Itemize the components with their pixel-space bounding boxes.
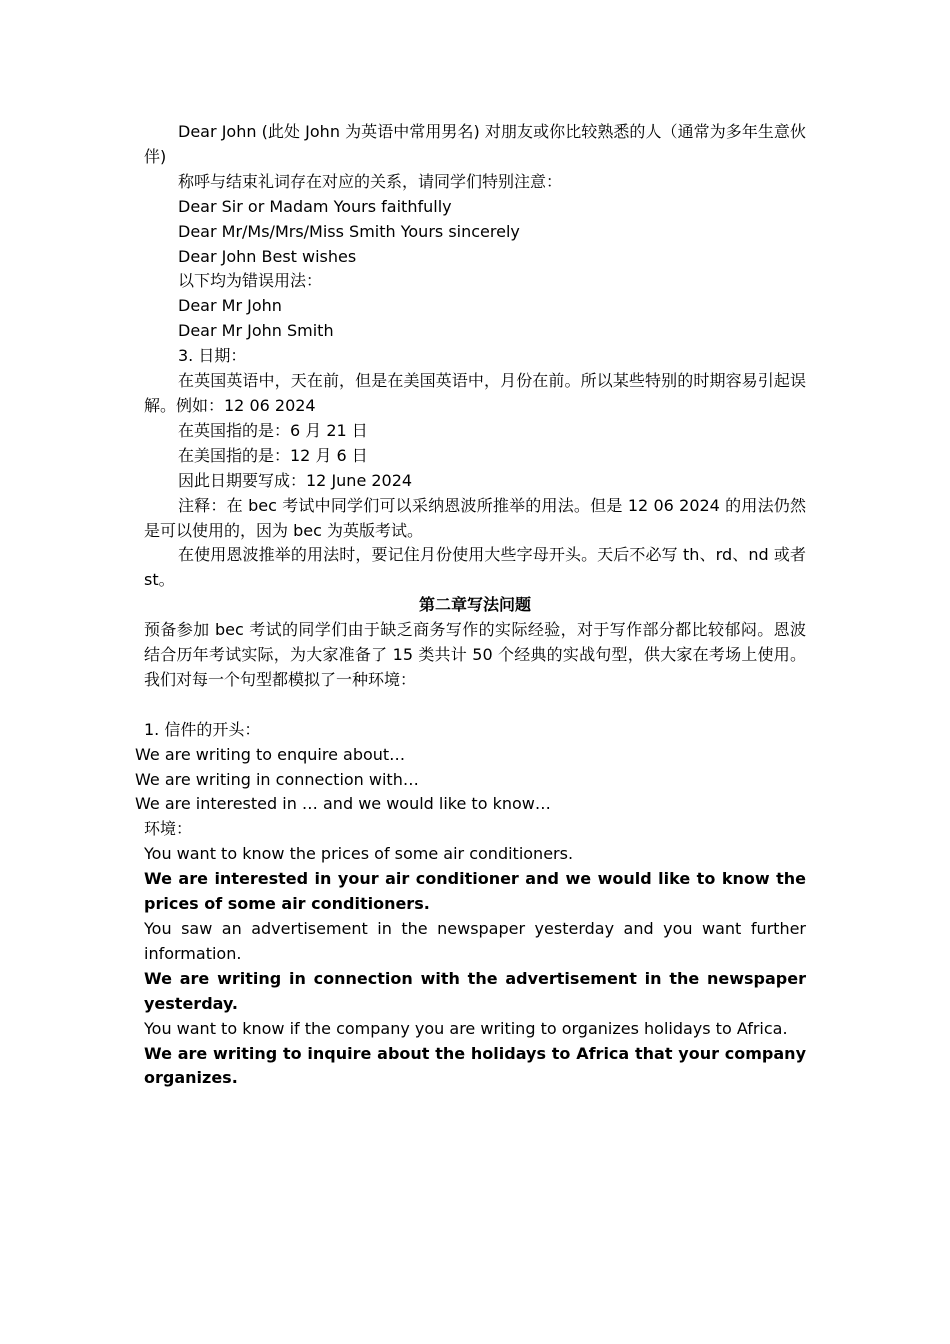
blank-line: [144, 693, 806, 718]
pattern-enquire: We are writing to enquire about…: [135, 744, 406, 764]
example-answer: We are interested in your air conditioner and we would like to know the prices of some air conditioners.: [144, 869, 806, 914]
salutation-pair-sincerely: Dear Mr/Ms/Mrs/Miss Smith Yours sincerely: [178, 221, 520, 241]
wrong-usage-example-2: Dear Mr John Smith: [178, 321, 334, 341]
salutation-pair-faithfully: Dear Sir or Madam Yours faithfully: [178, 196, 452, 216]
example-context: You saw an advertisement in the newspaper yesterday and you want further information.: [144, 918, 806, 963]
environment-label: 环境：: [144, 819, 193, 839]
salutation-pair-best-wishes: Dear John Best wishes: [178, 246, 357, 266]
pattern-connection: We are writing in connection with…: [135, 769, 419, 789]
paragraph-date-order: 在英国英语中，天在前，但是在美国英语中，月份在前。所以某些特别的时期容易引起误解。例如：12 06 2024: [144, 371, 806, 415]
date-heading: 3. 日期：: [178, 346, 247, 366]
paragraph-annotation: 注释：在 bec 考试中同学们可以采纳恩波所推举的用法。但是 12 06 2024 的用法仍然是可以使用的，因为 bec 为英版考试。: [144, 495, 806, 540]
paragraph-date-format: 因此日期要写成：12 June 2024: [178, 470, 413, 490]
example-context: You want to know the prices of some air conditioners.: [144, 844, 574, 864]
example-answer: We are writing in connection with the advertisement in the newspaper yesterday.: [144, 968, 806, 1013]
chapter-title: 第二章写法问题: [418, 595, 531, 615]
paragraph-uk-meaning: 在英国指的是：6 月 21 日: [178, 420, 368, 440]
wrong-usage-example-1: Dear Mr John: [178, 296, 282, 316]
opening-heading: 1. 信件的开头：: [144, 719, 261, 739]
paragraph-month-capital: 在使用恩波推举的用法时，要记住月份使用大些字母开头。天后不必写 th、rd、nd 或者 st。: [144, 545, 806, 590]
paragraph-dear-john-friend: Dear John (此处 John 为英语中常用男名) 对朋友或你比较熟悉的人（通常为多年生意伙伴): [144, 122, 806, 166]
document-page: [135, 120, 806, 1091]
wrong-usage-heading: 以下均为错误用法：: [178, 271, 323, 291]
chapter-intro: 预备参加 bec 考试的同学们由于缺乏商务写作的实际经验，对于写作部分都比较郁闷。恩波结合历年考试实际，为大家准备了 15 类共计 50 个经典的实战句型，供大家在考场上使用。我们对每一个句型都模拟了一种环境：: [144, 620, 806, 689]
example-answer: We are writing to inquire about the holidays to Africa that your company organizes.: [144, 1043, 806, 1088]
example-context: You want to know if the company you are writing to organizes holidays to Africa.: [144, 1018, 788, 1038]
paragraph-us-meaning: 在美国指的是：12 月 6 日: [178, 445, 368, 465]
pattern-interested: We are interested in … and we would like to know…: [135, 794, 551, 814]
paragraph-salutation-note: 称呼与结束礼词存在对应的关系，请同学们特别注意：: [178, 171, 563, 191]
